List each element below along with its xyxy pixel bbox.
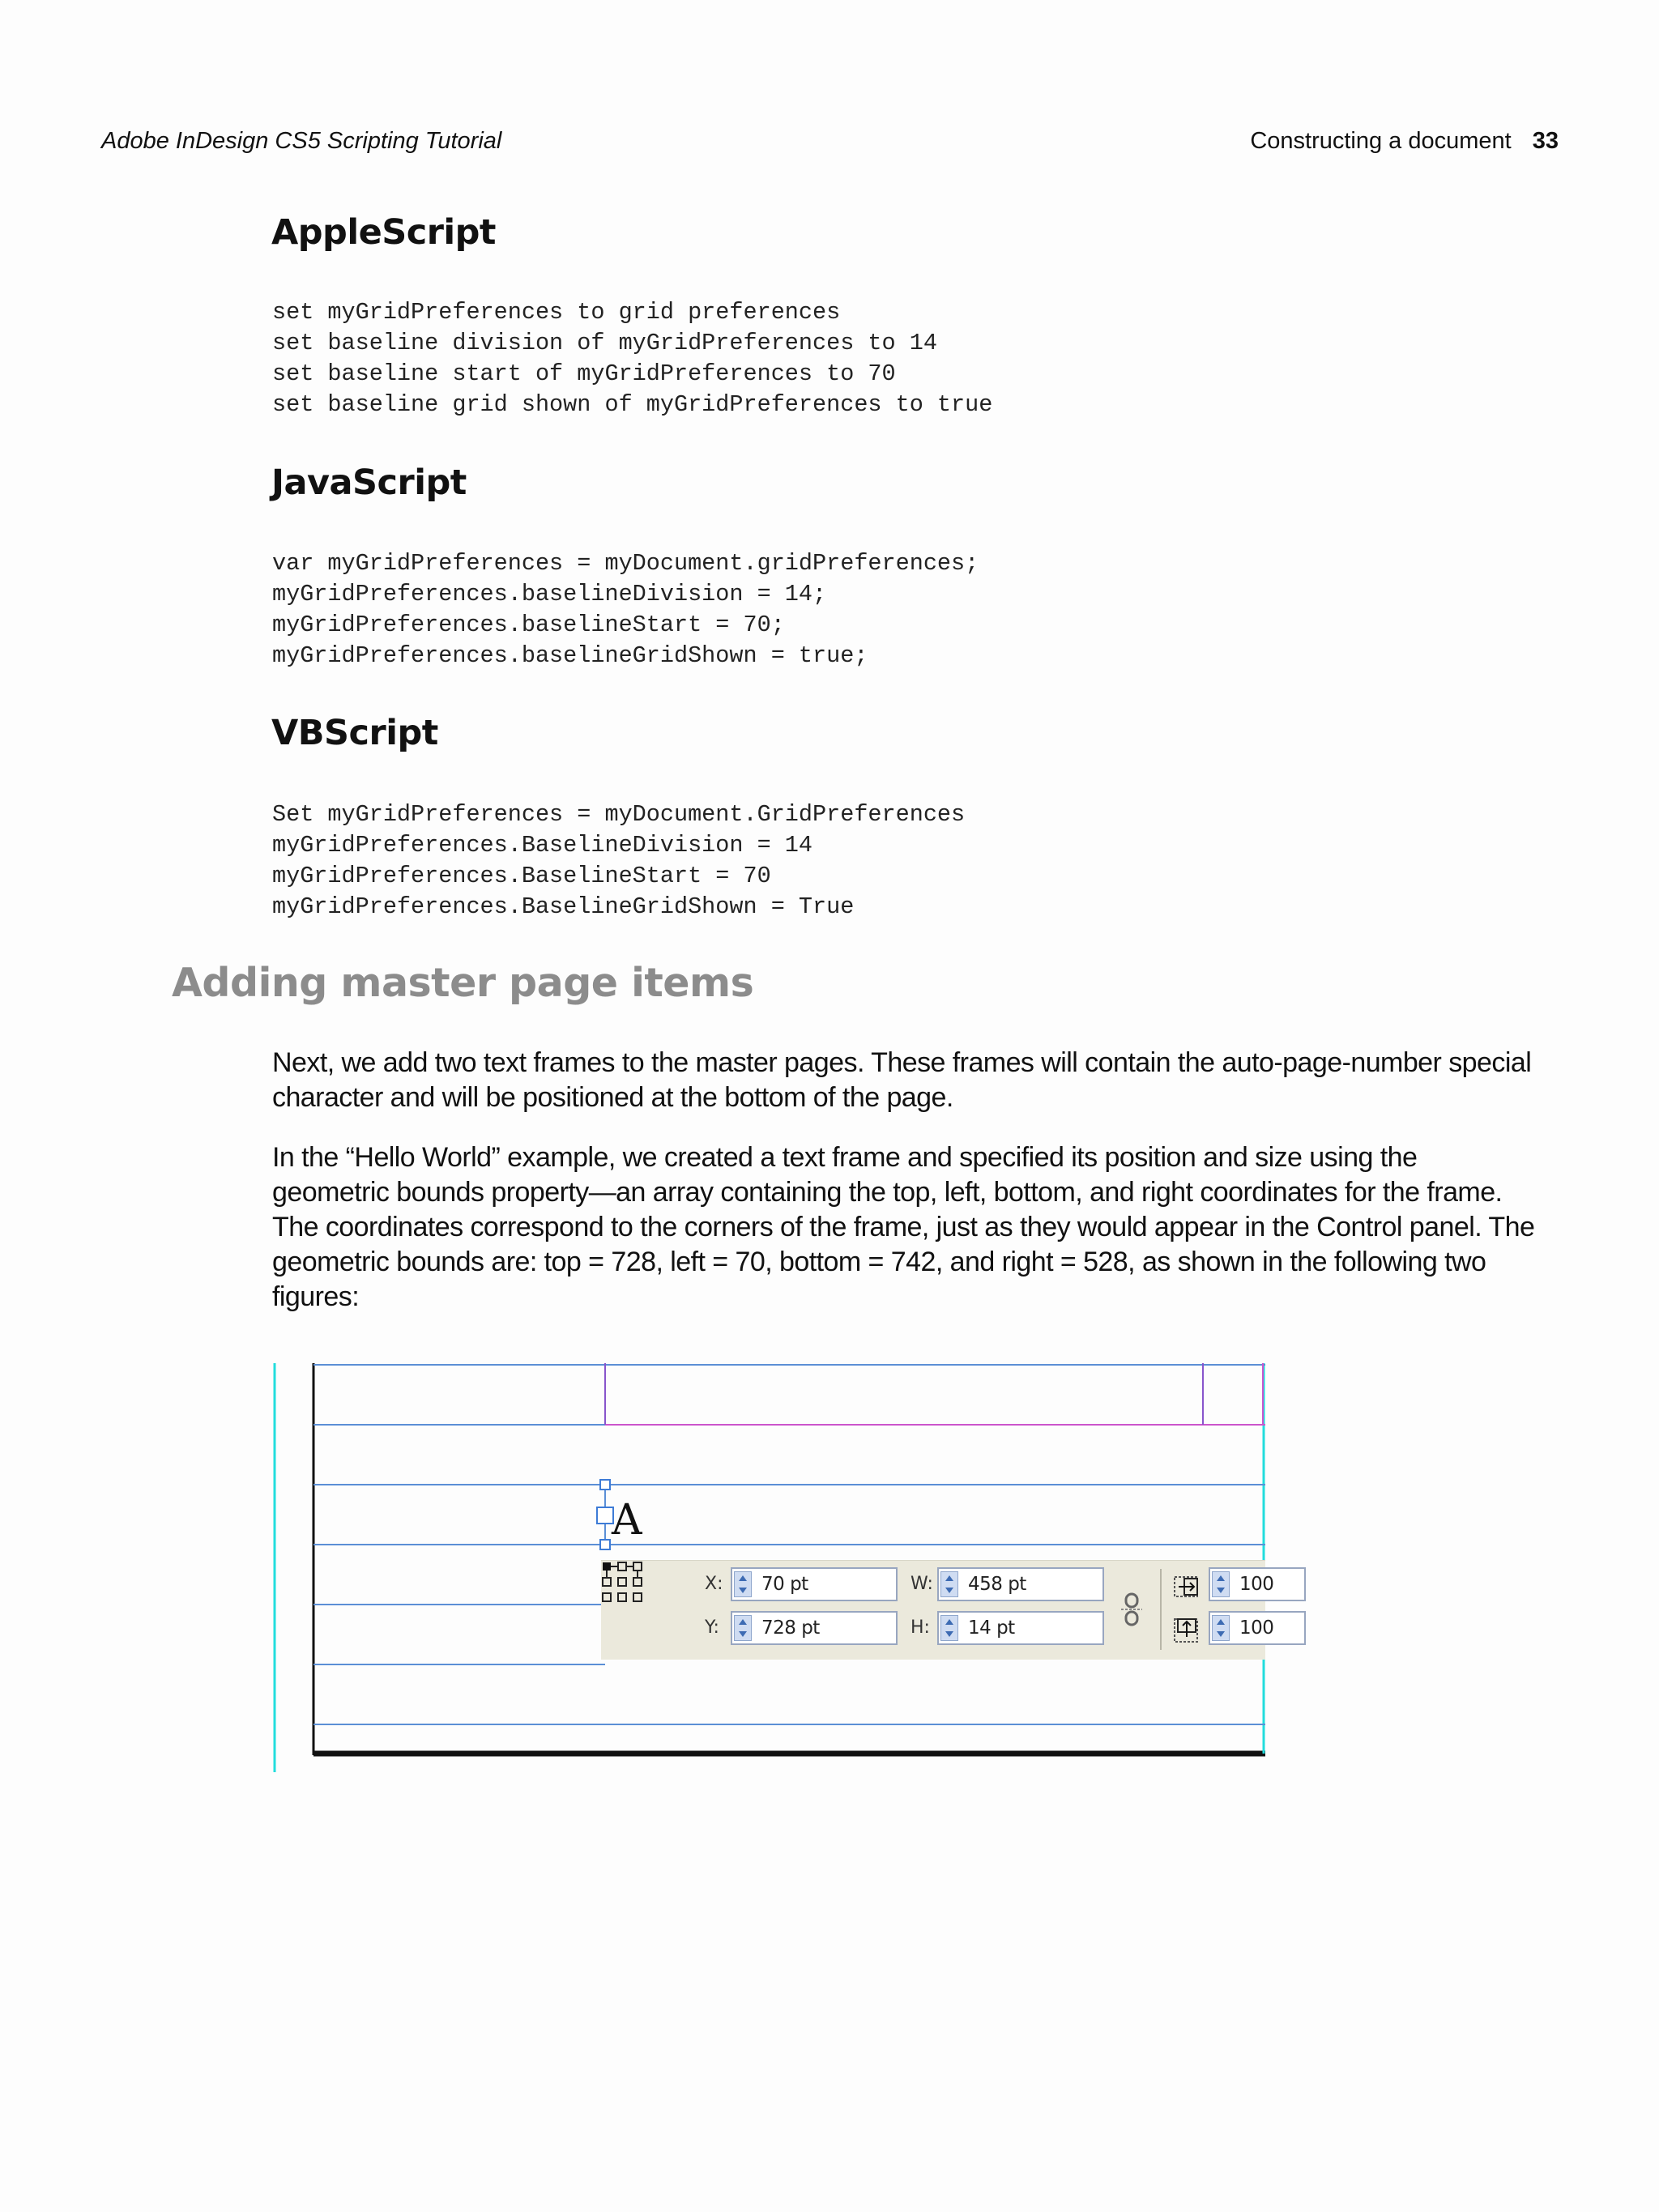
javascript-code-block: var myGridPreferences = myDocument.gridPreferences; myGridPreferences.baselineDivision = 14; myGridPreferences.baselineStart = 70; myGridPreferences.baselineGridShown = true; [272,550,979,669]
y-position-field[interactable] [731,1611,898,1645]
scale-x-spinner[interactable] [1212,1571,1230,1597]
selection-handle-bottom [600,1540,610,1549]
scale-y-value: 100 [1239,1617,1274,1639]
vbscript-heading: VBScript [271,713,438,753]
w-label: W: [911,1574,933,1594]
section-heading-master-page-items: Adding master page items [172,960,754,1006]
running-header-chapter: Constructing a document [1250,128,1512,154]
scale-x-icon [1172,1572,1201,1601]
text-frame-glyph: A [612,1496,642,1545]
y-label: Y: [705,1617,719,1638]
selection-handle-top [600,1480,610,1490]
x-spinner[interactable] [734,1571,752,1597]
control-panel [601,1560,1274,1660]
h-value: 14 pt [968,1617,1015,1639]
body-paragraph-1: Next, we add two text frames to the master pages. These frames will contain the auto-page-number special character and will be positioned at the bottom of the page. [272,1047,1532,1113]
y-value: 728 pt [761,1617,820,1639]
running-header-right [1250,128,1559,155]
width-field[interactable] [937,1567,1104,1601]
constrain-proportions-icon[interactable] [1120,1592,1144,1627]
y-spinner[interactable] [734,1615,752,1641]
panel-divider [1160,1569,1162,1650]
w-spinner[interactable] [940,1571,958,1597]
x-value: 70 pt [761,1574,808,1595]
scale-x-value: 100 [1239,1574,1274,1595]
height-field[interactable] [937,1611,1104,1645]
reference-point-icon[interactable] [601,1561,643,1603]
w-value: 458 pt [968,1574,1026,1595]
javascript-heading: JavaScript [271,462,467,503]
running-header-book-title: Adobe InDesign CS5 Scripting Tutorial [101,128,502,154]
h-spinner[interactable] [940,1615,958,1641]
scale-x-field[interactable] [1209,1567,1306,1601]
applescript-code-block: set myGridPreferences to grid preferences set baseline division of myGridPreferences to 14 set baseline start of myGridPreferences to 70 set baseline grid shown of myGridPreferences to true [272,299,993,418]
scale-y-icon [1172,1616,1201,1645]
scale-y-spinner[interactable] [1212,1615,1230,1641]
x-position-field[interactable] [731,1567,898,1601]
h-label: H: [911,1617,930,1638]
vbscript-code-block: Set myGridPreferences = myDocument.GridPreferences myGridPreferences.BaselineDivision = 14 myGridPreferences.BaselineStart = 70 myGridPreferences.BaselineGridShown = True [272,801,966,920]
applescript-heading: AppleScript [271,212,496,253]
page-number: 33 [1532,128,1559,154]
x-label: X: [705,1574,723,1594]
selection-handle-middle [597,1507,613,1524]
indesign-figure [273,1363,1274,1776]
body-paragraph-2: In the “Hello World” example, we created a text frame and specified its position and size using the geometric bounds property—an array containing the top, left, bottom, and right coordinates for the frame. The coordinates correspond to the corners of the frame, just as they would appear in the Control panel. The geometric bounds are: top = 728, left = 70, bottom = 742, and right = 528, as shown in the following two figures: [272,1142,1535,1312]
scale-y-field[interactable] [1209,1611,1306,1645]
